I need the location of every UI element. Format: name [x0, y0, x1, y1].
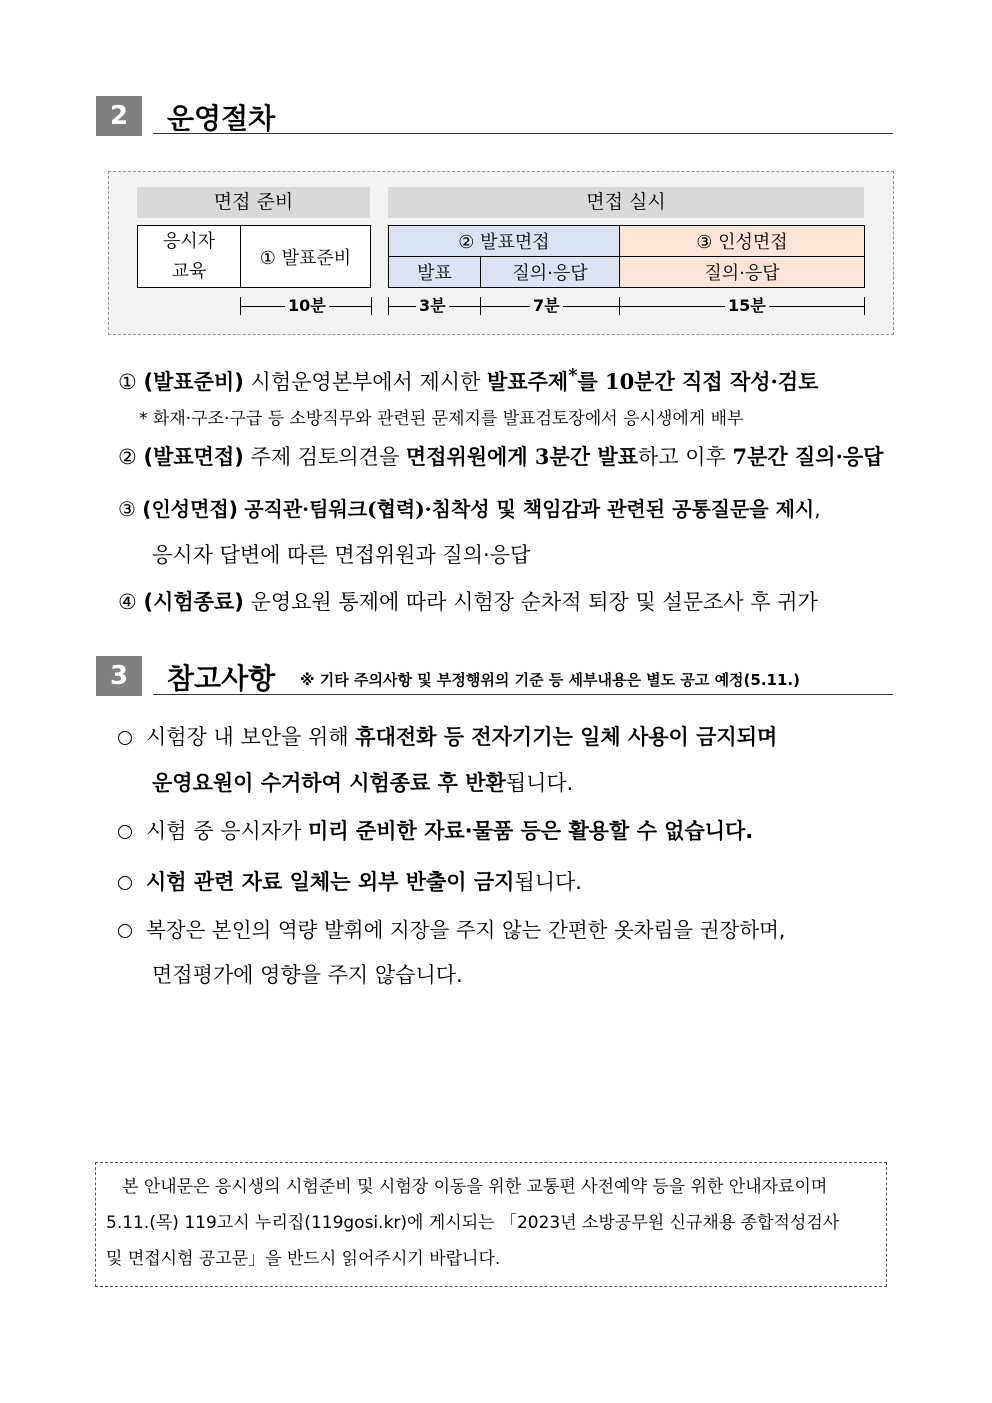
circle-bullet-icon — [118, 876, 132, 890]
time-label-15: 15분 — [725, 297, 769, 315]
item-bold: 공직관·팀워크(협력)·침착성 및 책임감과 관련된 공통질문을 제시 — [244, 497, 815, 521]
item-personality — [118, 494, 821, 524]
tick — [240, 297, 241, 315]
item-text: 운영요원 통제에 따라 시험장 순차적 퇴장 및 설문조사 후 귀가 — [250, 590, 818, 614]
item-bold: 발표주제 — [487, 369, 569, 394]
bullet-bold: 휴대전화 등 전자기기는 일체 사용이 금지되며 — [355, 725, 778, 749]
item-label: (발표면접) — [143, 445, 244, 469]
section-note: ※ 기타 주의사항 및 부정행위의 기준 등 세부내용은 별도 공고 예정(5.11.) — [300, 671, 800, 689]
prep-cell: ① 발표준비 — [240, 225, 371, 288]
item-presentation — [118, 442, 883, 472]
procedure-diagram — [108, 171, 894, 335]
circle-bullet-icon — [118, 924, 132, 938]
tick — [480, 297, 481, 315]
bullet-line2 — [152, 768, 573, 798]
bullet-text: 복장은 본인의 역량 발휘에 지장을 주지 않는 간편한 옷차림을 권장하며, — [146, 918, 786, 942]
item-label: (발표준비) — [143, 370, 244, 394]
bullet-line2: 면접평가에 영향을 주지 않습니다. — [152, 963, 463, 987]
applicant-education-cell — [137, 225, 241, 288]
presentation-sub-cell: 발표 — [388, 256, 481, 288]
bullet-bold: 시험 관련 자료 일체는 외부 반출이 금지 — [146, 870, 515, 894]
item-bold: 7분간 질의·응답 — [732, 444, 884, 469]
bullet-item — [118, 867, 582, 897]
presentation-interview-cell: ② 발표면접 — [388, 225, 620, 257]
circle-bullet-icon — [118, 825, 132, 839]
item-text: 시험운영본부에서 제시한 — [250, 370, 488, 394]
personality-interview-cell: ③ 인성면접 — [619, 225, 865, 257]
qa-sub-cell-1: 질의·응답 — [480, 256, 620, 288]
circle-bullet-icon — [118, 731, 132, 745]
section-number: 3 — [96, 656, 142, 696]
item-number: ① — [118, 370, 137, 394]
bullet-text: 됩니다. — [514, 870, 582, 894]
section-divider — [153, 133, 893, 134]
notice-line1: 본 안내문은 응시생의 시험준비 및 시험장 이동을 위한 교통편 사전예약 등을 위한 안내자료이며 — [122, 1177, 828, 1197]
timeline-exec — [388, 306, 864, 307]
bullet-text: 시험장 내 보안을 위해 — [146, 725, 356, 749]
item-bold: 면접위원에게 3분간 발표 — [405, 444, 638, 469]
tick — [388, 297, 389, 315]
notice-line2: 5.11.(목) 119고시 누리집(119gosi.kr)에 게시되는 「2023년 소방공무원 신규채용 종합적성검사 — [106, 1213, 840, 1233]
item-text: 주제 검토의견을 — [250, 445, 406, 469]
item-note: * 화재·구조·구급 등 소방직무와 관련된 문제지를 발표검토장에서 응시생에게 배부 — [139, 409, 744, 429]
tick — [371, 297, 372, 315]
exec-header: 면접 실시 — [388, 187, 864, 218]
bullet-item — [118, 722, 777, 752]
item-text: , — [814, 497, 821, 521]
tick — [619, 297, 620, 315]
footnote-mark: * — [568, 366, 578, 386]
qa-sub-cell-2: 질의·응답 — [619, 256, 865, 288]
item-number: ② — [118, 445, 137, 469]
bullet-bold: 미리 준비한 자료·물품 등은 활용할 수 없습니다. — [308, 819, 754, 843]
time-label-10: 10분 — [285, 297, 329, 315]
item-bold: 를 10분간 직접 작성·검토 — [577, 369, 819, 394]
notice-box — [95, 1162, 887, 1287]
item-number: ③ — [118, 497, 136, 521]
prep-header: 면접 준비 — [137, 187, 370, 218]
section-number: 2 — [96, 96, 142, 136]
edu-line2: 교육 — [171, 260, 207, 282]
bullet-item — [118, 915, 785, 945]
section-divider — [153, 694, 893, 695]
time-label-7: 7분 — [530, 297, 563, 315]
section-title: 운영절차 — [167, 102, 276, 135]
time-label-3: 3분 — [416, 297, 449, 315]
edu-line1: 응시자 — [162, 230, 216, 252]
bullet-item — [118, 816, 753, 846]
section-title: 참고사항 — [167, 662, 276, 695]
item-number: ④ — [118, 590, 137, 614]
item-personality-line2: 응시자 답변에 따른 면접위원과 질의·응답 — [152, 543, 531, 567]
bullet-text: 됩니다. — [505, 771, 574, 795]
notice-line3: 및 면접시험 공고문」을 반드시 읽어주시기 바랍니다. — [106, 1249, 501, 1269]
item-text: 하고 이후 — [638, 445, 733, 469]
item-end — [118, 587, 818, 617]
item-label: (시험종료) — [143, 590, 244, 614]
item-prep — [118, 361, 818, 397]
bullet-text: 시험 중 응시자가 — [146, 819, 309, 843]
tick — [864, 297, 865, 315]
bullet-bold: 운영요원이 수거하여 시험종료 후 반환 — [152, 771, 506, 795]
item-label: (인성면접) — [142, 497, 238, 521]
